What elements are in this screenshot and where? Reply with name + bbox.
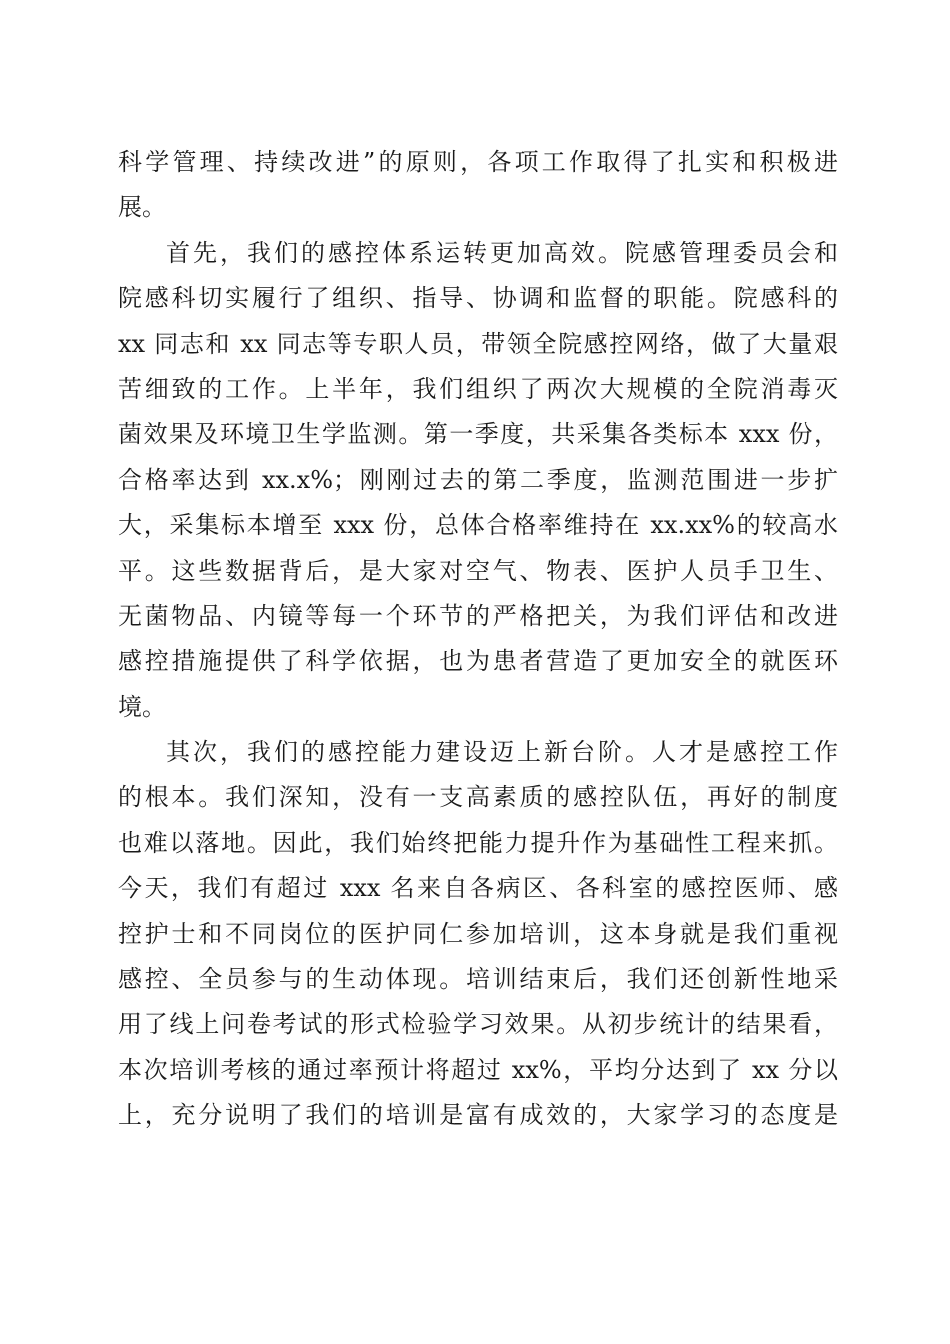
text-line: 上，充分说明了我们的培训是富有成效的，大家学习的态度是 (118, 1101, 838, 1130)
text-line: 感控、全员参与的生动体现。培训结束后，我们还创新性地采 (118, 965, 838, 994)
text-line: 感控措施提供了科学依据，也为患者营造了更加安全的就医环 (118, 647, 838, 676)
text-line: 的根本。我们深知，没有一支高素质的感控队伍，再好的制度 (118, 783, 838, 812)
text-line: 控护士和不同岗位的医护同仁参加培训，这本身就是我们重视 (118, 919, 838, 948)
text-line: 今天，我们有超过 xxx 名来自各病区、各科室的感控医师、感 (118, 874, 838, 903)
text-line: 其次，我们的感控能力建设迈上新台阶。人才是感控工作 (166, 738, 838, 767)
text-line: 本次培训考核的通过率预计将超过 xx%，平均分达到了 xx 分以 (118, 1055, 838, 1084)
document-body (118, 140, 838, 1139)
text-line: 院感科切实履行了组织、指导、协调和监督的职能。院感科的 (118, 284, 838, 313)
text-line: 用了线上问卷考试的形式检验学习效果。从初步统计的结果看， (118, 1010, 838, 1039)
text-line: 菌效果及环境卫生学监测。第一季度，共采集各类标本 xxx 份， (118, 420, 838, 449)
text-line: 也难以落地。因此，我们始终把能力提升作为基础性工程来抓。 (118, 828, 838, 857)
text-line: 大，采集标本增至 xxx 份，总体合格率维持在 xx.xx%的较高水 (118, 511, 838, 540)
text-line: 苦细致的工作。上半年，我们组织了两次大规模的全院消毒灭 (118, 374, 838, 403)
paragraph (118, 231, 838, 730)
text-line: 无菌物品、内镜等每一个环节的严格把关，为我们评估和改进 (118, 601, 838, 630)
text-line: 展。 (118, 193, 166, 222)
text-line: 平。这些数据背后，是大家对空气、物表、医护人员手卫生、 (118, 556, 838, 585)
paragraph (118, 730, 838, 1139)
paragraph (118, 140, 838, 231)
text-line: 首先，我们的感控体系运转更加高效。院感管理委员会和 (166, 238, 838, 267)
text-line: 合格率达到 xx.x%；刚刚过去的第二季度，监测范围进一步扩 (118, 465, 838, 494)
text-line: 科学管理、持续改进”的原则，各项工作取得了扎实和积极进 (118, 148, 838, 176)
text-line: 境。 (118, 692, 166, 721)
text-line: xx 同志和 xx 同志等专职人员，带领全院感控网络，做了大量艰 (118, 329, 838, 358)
